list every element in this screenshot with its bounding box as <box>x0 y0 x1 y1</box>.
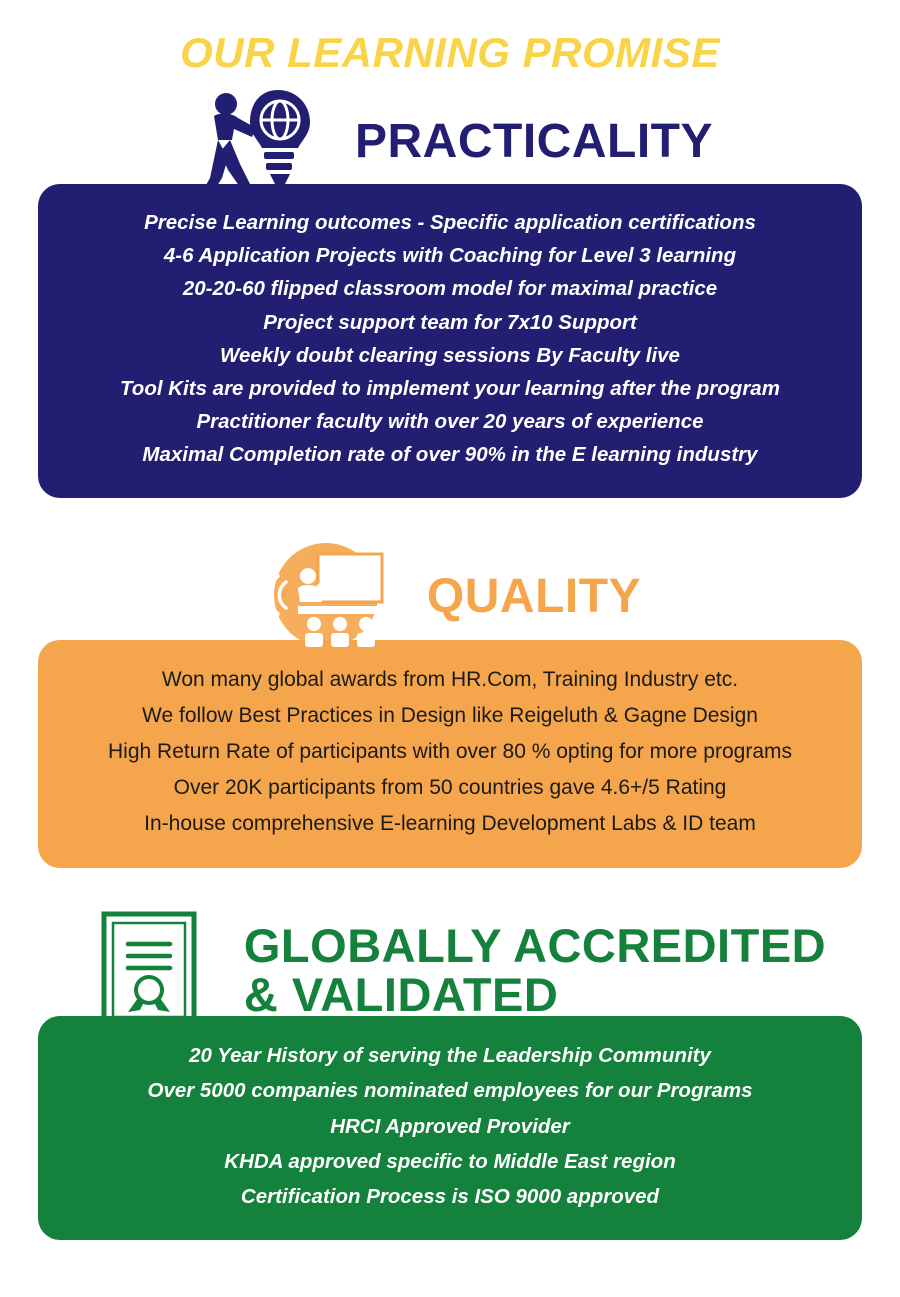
practicality-line: Tool Kits are provided to implement your learning after the program <box>120 377 780 401</box>
quality-line: We follow Best Practices in Design like Reigeluth & Gagne Design <box>142 703 758 727</box>
accredited-panel <box>38 1016 862 1240</box>
quality-line: Over 20K participants from 50 countries gave 4.6+/5 Rating <box>173 775 727 799</box>
practicality-line: Precise Learning outcomes - Specific application certifications <box>144 211 756 234</box>
section-title-practicality: PRACTICALITY <box>355 114 713 168</box>
accredited-title-line-2: & VALIDATED <box>243 968 559 1022</box>
quality-line: Won many global awards from HR.Com, Training Industry etc. <box>161 667 739 691</box>
practicality-panel <box>38 184 862 498</box>
section-practicality <box>0 82 900 498</box>
accredited-line: KHDA approved specific to Middle East region <box>224 1149 676 1173</box>
practicality-line: Practitioner faculty with over 20 years of experience <box>196 410 704 434</box>
section-accredited <box>0 910 900 1240</box>
section-title-accredited <box>243 918 827 1022</box>
page-title: OUR LEARNING PROMISE <box>180 29 720 76</box>
certificate-award-icon <box>74 910 224 1030</box>
person-pushing-lightbulb-idea-icon <box>187 82 337 202</box>
accredited-header <box>0 910 900 1030</box>
practicality-line: Maximal Completion rate of over 90% in the E learning industry <box>142 443 758 467</box>
practicality-line: 20-20-60 flipped classroom model for maximal practice <box>182 277 718 301</box>
quality-panel <box>38 640 862 869</box>
section-quality <box>0 538 900 869</box>
practicality-line: Weekly doubt clearing sessions By Faculty live <box>220 343 680 367</box>
accredited-title-line-1: GLOBALLY ACCREDITED <box>243 918 827 972</box>
quality-line: In-house comprehensive E-learning Development Labs & ID team <box>144 812 756 836</box>
practicality-line: Project support team for 7x10 Support <box>263 310 637 334</box>
quality-line: High Return Rate of participants with over 80 % opting for more programs <box>108 739 792 763</box>
section-title-quality: QUALITY <box>426 570 642 624</box>
accredited-line: Over 5000 companies nominated employees for our Programs <box>147 1079 753 1103</box>
accredited-line: 20 Year History of serving the Leadership Community <box>189 1044 711 1068</box>
instructor-presenting-classroom-icon <box>259 538 409 658</box>
accredited-line: HRCI Approved Provider <box>330 1114 570 1138</box>
practicality-line: 4-6 Application Projects with Coaching for Level 3 learning <box>163 244 737 268</box>
accredited-line: Certification Process is ISO 9000 approved <box>240 1185 660 1209</box>
